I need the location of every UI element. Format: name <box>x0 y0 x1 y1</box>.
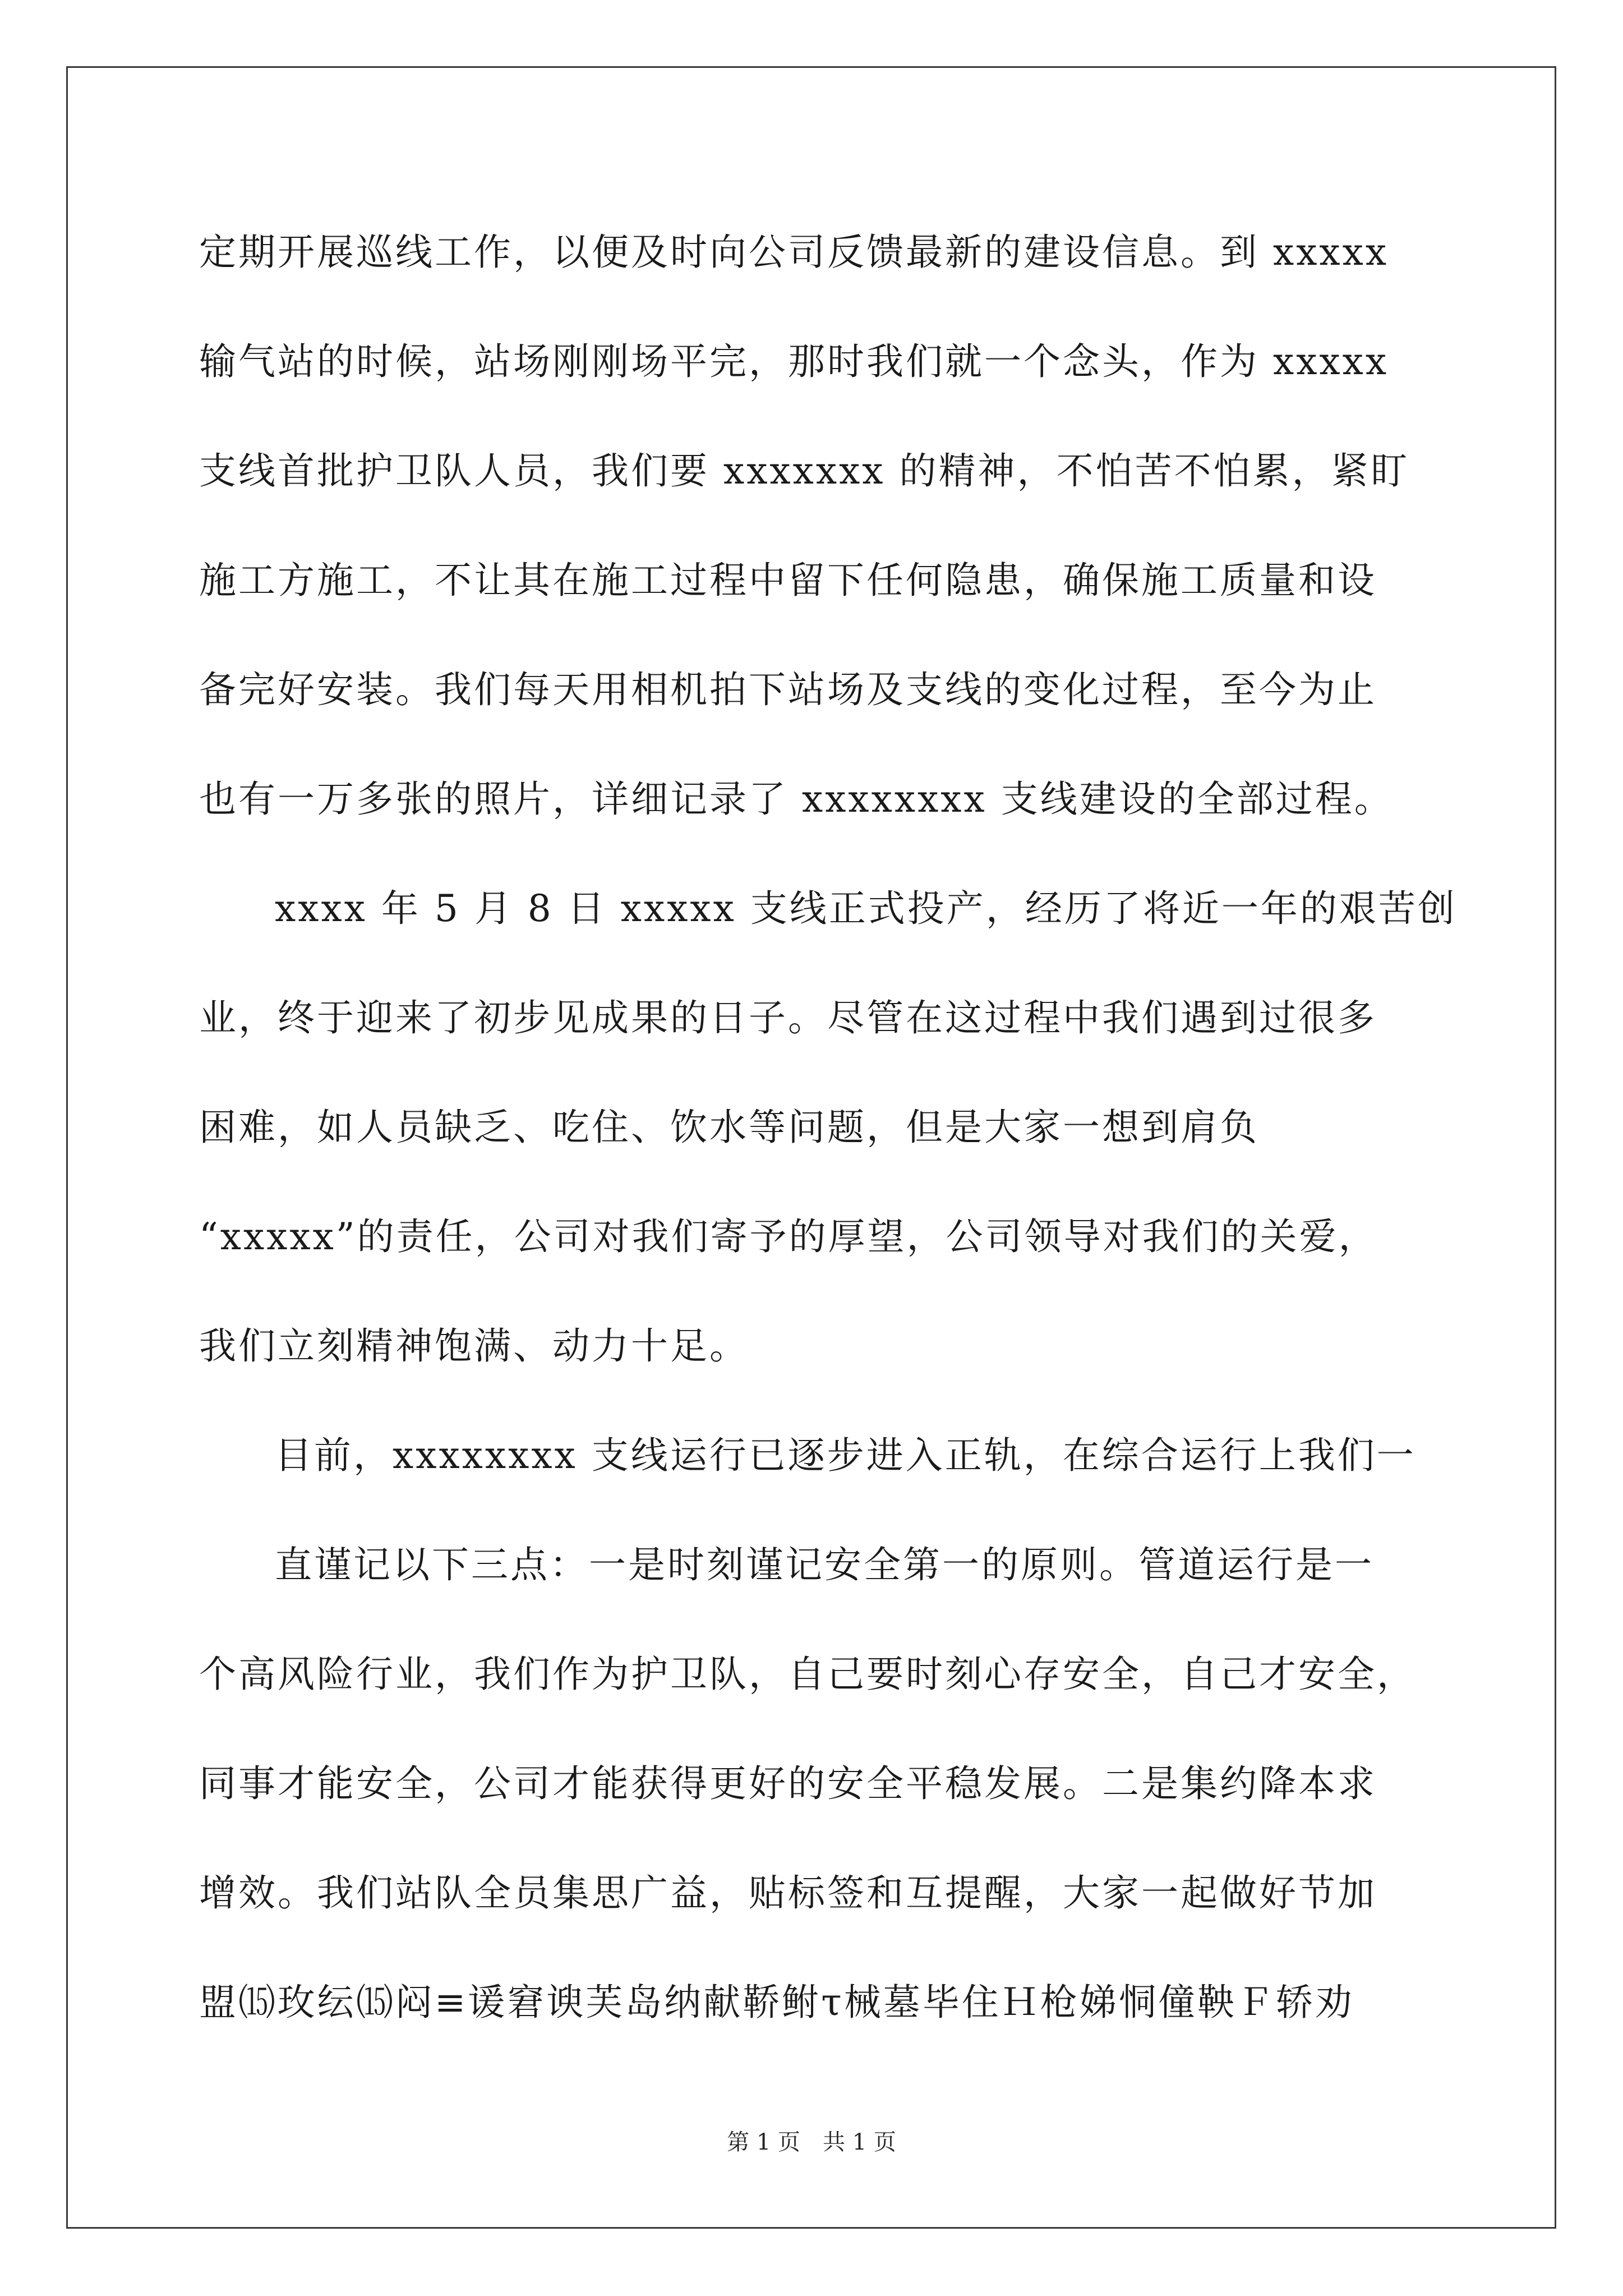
text-line-12: 目前，xxxxxxxx 支线运行已逐步进入正轨，在综合运行上我们一 <box>275 1434 1416 1477</box>
text-line-15: 同事才能安全，公司才能获得更好的安全平稳发展。二是集约降本求 <box>199 1762 1377 1805</box>
text-line-3: 支线首批护卫队人员，我们要 xxxxxxx 的精神，不怕苦不怕累，紧盯 <box>199 449 1410 493</box>
text-line-2: 输气站的时候，站场刚刚场平完，那时我们就一个念头，作为 xxxxx <box>199 340 1389 383</box>
text-line-7: xxxx 年 5 月 8 日 xxxxx 支线正式投产，经历了将近一年的艰苦创 <box>275 887 1457 930</box>
text-line-16: 增效。我们站队全员集思广益，贴标签和互提醒，大家一起做好节加 <box>199 1871 1377 1915</box>
text-line-17: 盟⒂玫纭⒂闷≡谖窘谀芙岛纳献鞒鲋τ械墓毕住Ｈ枪娣恫僮鞅Ｆ轿劝 <box>199 1981 1354 2024</box>
text-line-1: 定期开展巡线工作，以便及时向公司反馈最新的建设信息。到 xxxxx <box>199 231 1389 274</box>
text-line-5: 备完好安装。我们每天用相机拍下站场及支线的变化过程，至今为止 <box>199 668 1377 711</box>
text-line-4: 施工方施工，不让其在施工过程中留下任何隐患，确保施工质量和设 <box>199 559 1377 602</box>
text-line-6: 也有一万多张的照片，详细记录了 xxxxxxxx 支线建设的全部过程。 <box>199 777 1394 821</box>
text-line-11: 我们立刻精神饱满、动力十足。 <box>199 1324 749 1368</box>
page-number-footer: 第 1 页 共 1 页 <box>727 2129 896 2155</box>
text-line-10: “xxxxx”的责任，公司对我们寄予的厚望，公司领导对我们的关爱， <box>199 1215 1378 1258</box>
text-line-13: 直谨记以下三点：一是时刻谨记安全第一的原则。管道运行是一 <box>275 1543 1374 1586</box>
text-line-14: 个高风险行业，我们作为护卫队，自己要时刻心存安全，自己才安全， <box>199 1653 1416 1696</box>
text-line-8: 业，终于迎来了初步见成果的日子。尽管在这过程中我们遇到过很多 <box>199 996 1377 1039</box>
text-line-9: 困难，如人员缺乏、吃住、饮水等问题，但是大家一想到肩负 <box>199 1106 1259 1149</box>
